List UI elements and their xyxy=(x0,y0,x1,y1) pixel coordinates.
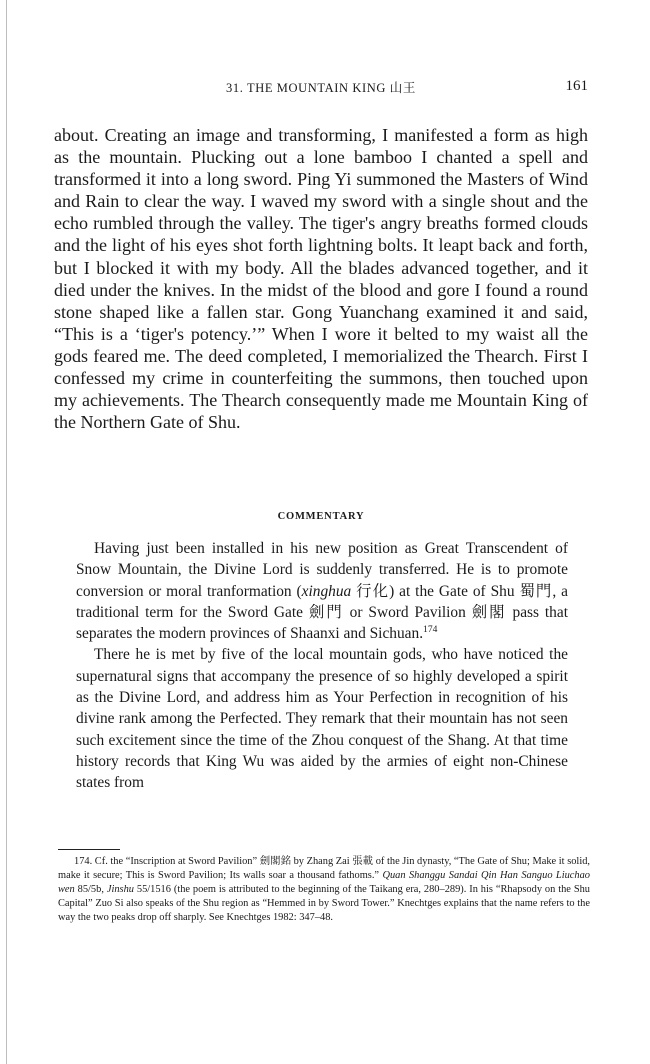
footnote-italic-title: Quan Shanggu Sandai Qin Han Sanguo Liuchao wen xyxy=(58,870,590,896)
footnote-divider xyxy=(58,849,120,850)
pinyin-term: xinghua xyxy=(301,582,352,600)
page-number: 161 xyxy=(565,78,588,94)
running-head xyxy=(54,78,588,100)
commentary-heading: COMMENTARY xyxy=(277,511,365,522)
footnote-italic-title: Jinshu xyxy=(106,884,134,896)
commentary-text-run: Having just been installed in his new position as Great Transcendent of Snow Mountain, the Divine Lord is suddenly transferred. He is to promote conversion or moral tranformation ( xyxy=(76,540,568,600)
commentary-text xyxy=(76,538,568,794)
commentary-paragraph: There he is met by five of the local mountain gods, who have noticed the supernatural signs that accompany the presence of so highly developed a spirit as the Divine Lord, and address him as Your Perfection in recognition of his divine rank among the Perfected. They remark that their mountain has not seen such excitement since the time of the Zhou conquest of the Shang. At that time history records that King Wu was aided by the armies of eight non-Chinese states from xyxy=(76,646,568,792)
page-edge-line xyxy=(6,0,7,1064)
footnote-text-run: 174. Cf. the “Inscription at Sword Pavilion” 劍閣銘 by Zhang Zai 張載 of the Jin dynasty, “The Gate of Shu; Make it solid, make it secure; This is Sword Pavilion; Its walls soar a thousand fathoms.” xyxy=(58,856,590,882)
footnote-text-run: 55/1516 (the poem is attributed to the beginning of the Taikang era, 280–289). In his “Rhapsody on the Shu Capital” Zuo Si also speaks of the Shu region as “Hemmed in by Sword Tower.” Knechtges explains that the name refers to the way the two peaks drop off sharply. See Knechtges 1982: 347–48. xyxy=(58,884,590,924)
commentary-text-run: 行化) at the Gate of Shu 蜀門, a traditional term for the Sword Gate 劍門 or Sword Pavilion 劍閣 pass that separates the modern provinces of Shaanxi and Sichuan. xyxy=(76,582,568,643)
running-title: 31. THE MOUNTAIN KING 山王 xyxy=(226,81,416,95)
footnote-text-run: 85/5b, xyxy=(74,884,107,896)
commentary-paragraph xyxy=(76,538,568,644)
footnote-paragraph xyxy=(58,855,590,925)
footnote-174 xyxy=(58,855,590,925)
main-paragraph: about. Creating an image and transforming, I manifested a form as high as the mountain. Plucking out a lone bamboo I chanted a spell and transformed it into a long sword. Ping Yi summoned the Masters of Wind and Rain to clear the way. I waved my sword with a single shout and the echo rumbled through the valley. The tiger's angry breaths formed clouds and the light of his eyes shot forth lightning bolts. It leapt back and forth, but I blocked it with my body. All the blades advanced together, and it died under the knives. In the midst of the blood and gore I found a round stone shaped like a fallen star. Gong Yuanchang examined it and said, “This is a ‘tiger's potency.’” When I wore it belted to my waist all the gods feared me. The deed completed, I memorialized the Thearch. First I confessed my crime in counterfeiting the summons, then touched upon my achievements. The Thearch consequently made me Mountain King of the Northern Gate of Shu. xyxy=(54,125,588,433)
footnote-reference[interactable]: 174 xyxy=(423,624,438,636)
